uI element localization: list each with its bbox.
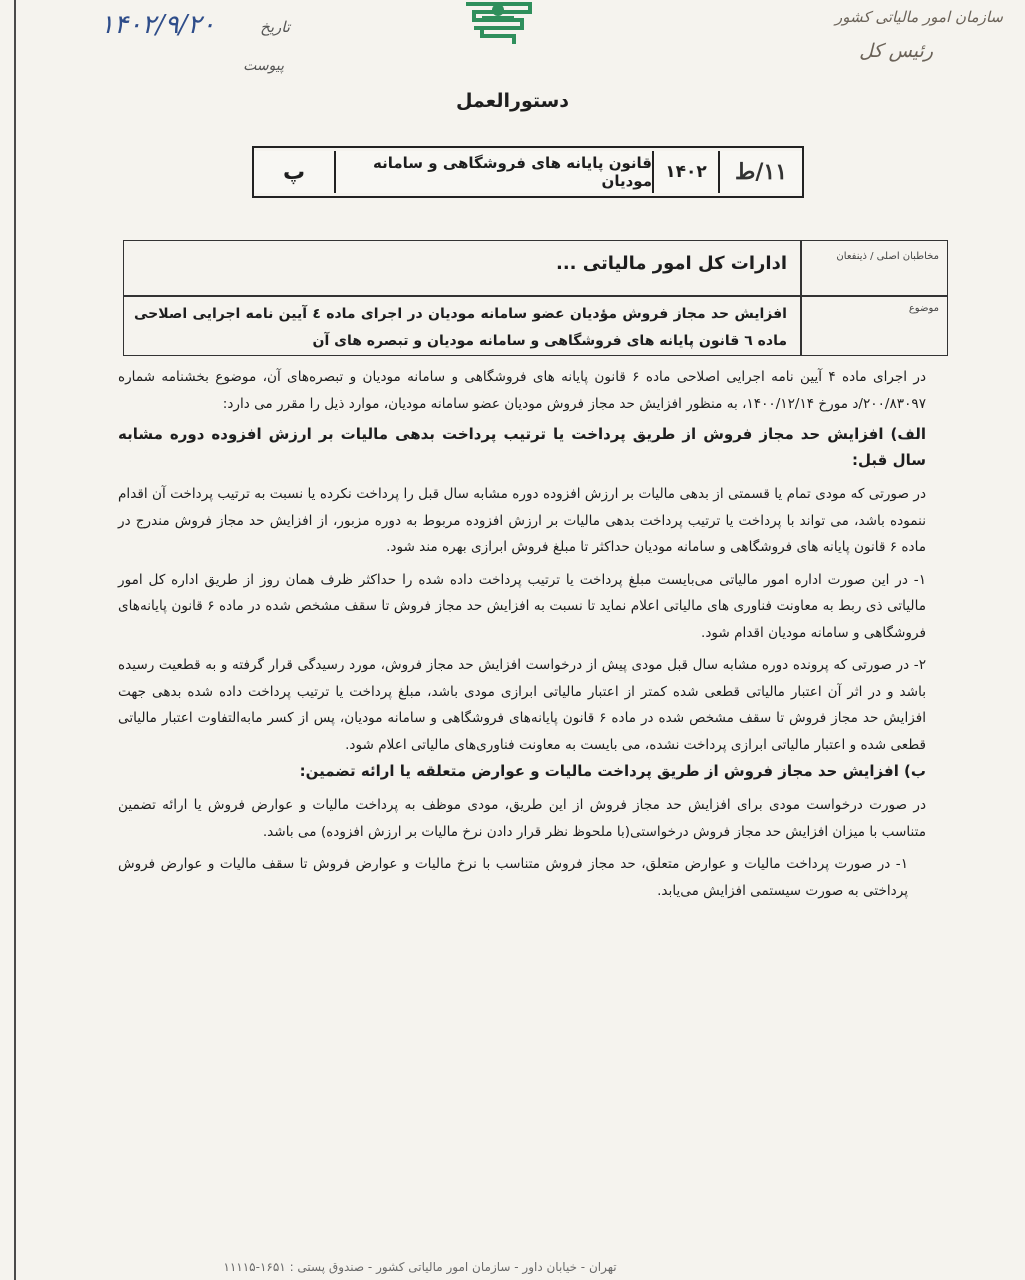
- footer-address: تهران - خیابان داور - سازمان امور مالیاتی کشور - صندوق پستی : ۱۶۵۱-۱۱۱۱۵: [223, 1260, 617, 1274]
- section-a-heading: الف) افزایش حد مجاز فروش از طریق پرداخت یا ترتیب پرداخت بدهی مالیات بر ارزش افزوده دوره مشابه سال قبل:: [118, 425, 926, 469]
- directive-subject: قانون پایانه های فروشگاهی و سامانه مودیان: [334, 151, 652, 193]
- directive-number: ۱۱/ط: [718, 151, 802, 193]
- attachment-label: پیوست: [243, 58, 284, 74]
- margin-rule: [14, 0, 16, 1280]
- box-divider-vertical: [800, 241, 802, 355]
- organization-name: سازمان امور مالیاتی کشور: [835, 8, 1003, 26]
- section-b-paragraph: در صورت درخواست مودی برای افزایش حد مجاز فروش از این طریق، مودی موظف به پرداخت مالیات و عوارض فروش یا ارائه تضمین متناسب با میزان افزایش حد مجاز فروش درخواستی(با ملحوظ نظر قرار دادن نرخ مالیات بر ارزش افزوده) می باشد.: [118, 797, 926, 840]
- organization-block: [793, 8, 1003, 62]
- document-body: [118, 364, 926, 904]
- directive-year: ۱۴۰۲: [652, 151, 718, 193]
- recipients-value: ادارات کل امور مالیاتی ...: [555, 253, 787, 274]
- section-a-paragraph: در صورتی که مودی تمام یا قسمتی از بدهی مالیات بر ارزش افزوده دوره مشابه سال قبل را پرداخت نکرده یا نسبت به ترتیب پرداخت آن اقدام ننموده باشد، می تواند با پرداخت یا ترتیب پرداخت بدهی مالیات بر ارزش افزوده مربوط به دوره مزبور، از افزایش حد مجاز فروش مندرج در ماده ۶ قانون پایانه های فروشگاهی و سامانه مودیان حداکثر تا مبلغ فروش ابرازی بهره مند شود.: [118, 486, 926, 555]
- box-divider-horizontal: [124, 295, 947, 297]
- directive-series: پ: [254, 151, 334, 193]
- section-b-item-1: ۱- در صورت پرداخت مالیات و عوارض متعلق، حد مجاز فروش متناسب با نرخ مالیات و عوارض فروش تا سقف مالیات و عوارض فروش پرداختی به صورت سیستمی افزایش می‌یابد.: [118, 856, 908, 899]
- document-title: دستورالعمل: [455, 90, 570, 112]
- code-strip: [252, 146, 804, 198]
- subject-value: افزایش حد مجاز فروش مؤدیان عضو سامانه مودیان در اجرای ماده ٤ آیین نامه اجرایی اصلاحی ماده ٦ قانون پایانه های فروشگاهی و سامانه مودیان و تبصره های آن: [134, 306, 787, 349]
- subject-label: موضوع: [908, 303, 939, 314]
- date-label: تاریخ: [260, 18, 290, 36]
- recipient-subject-box: [123, 240, 948, 356]
- intro-paragraph: در اجرای ماده ۴ آیین نامه اجرایی اصلاحی ماده ۶ قانون پایانه های فروشگاهی و سامانه مودیان و تبصره‌های آن، موضوع بخشنامه شماره ۲۰۰/۸۳۰۹۷/د مورخ ۱۴۰۰/۱۲/۱۴، به منظور افزایش حد مجاز فروش مودیان عضو سامانه مودیان، موارد ذیل را مقرر می دارد:: [118, 369, 927, 412]
- section-a-item-2: ۲- در صورتی که پرونده دوره مشابه سال قبل مودی پیش از درخواست افزایش حد مجاز فروش، مورد رسیدگی قرار گرفته و به قطعیت رسیده باشد و در اثر آن اعتبار مالیاتی قطعی شده کمتر از اعتبار مالیاتی ابرازی مودی باشد، مبلغ پرداخت یا ترتیب پرداخت داده شده بدهی جهت افزایش حد مجاز فروش تا سقف مشخص شده در ماده ۶ قانون پایانه‌های فروشگاهی و سامانه مودیان، پس از کسر مابه‌التفاوت اعتبار مالیاتی قطعی شده و اعتبار مالیاتی ابرازی پرداخت نشده، می بایست به معاونت فناوری‌های مالیاتی اعلام شود.: [118, 657, 926, 753]
- section-b-heading: ب) افزایش حد مجاز فروش از طریق پرداخت مالیات و عوارض متعلقه یا ارائه تضمین:: [299, 762, 926, 780]
- date-value: ۱۴۰۲/۹/۲۰: [100, 10, 216, 40]
- recipients-label: مخاطبان اصلی / ذینفعان: [836, 251, 939, 262]
- emblem-logo: [456, 0, 540, 48]
- organization-role: رئیس کل: [859, 40, 933, 62]
- section-a-item-1: ۱- در این صورت اداره امور مالیاتی می‌بایست مبلغ پرداخت یا ترتیب پرداخت داده شده را حداکثر ظرف همان روز از طریق اداره کل امور مالیاتی ذی ربط به معاونت فناوری های مالیاتی اعلام نماید تا نسبت به افزایش حد مجاز فروش تا سقف مشخص شده در ماده ۶ قانون پایانه‌های فروشگاهی و سامانه مودیان اقدام شود.: [118, 571, 926, 641]
